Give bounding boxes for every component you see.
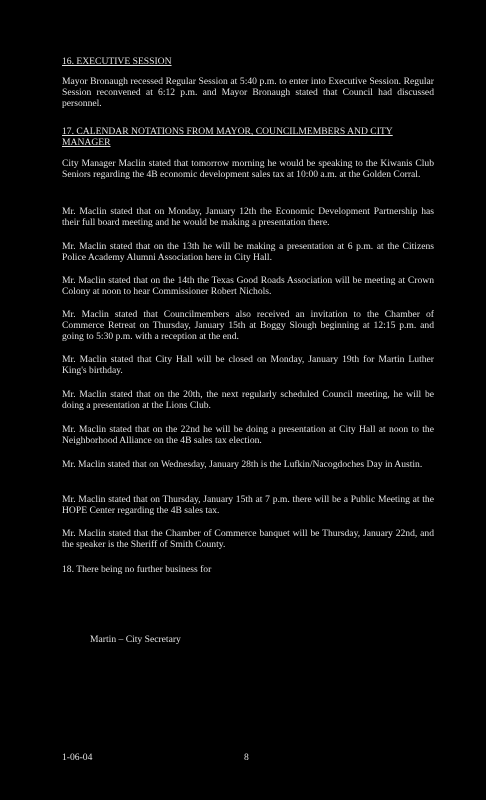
- calendar-paragraph: Mr. Maclin stated that the Chamber of Commerce banquet will be Thursday, January 22nd, and the speaker is the Sheriff of Smith County.: [62, 528, 434, 550]
- calendar-paragraph: Mr. Maclin stated that Councilmembers also received an invitation to the Chamber of Commerce Retreat on Thursday, January 15th at Boggy Slough beginning at 12:15 p.m. and going to 5:30 p.m. with a reception at the end.: [62, 309, 434, 342]
- calendar-paragraph: Mr. Maclin stated that City Hall will be closed on Monday, January 19th for Martin Luther King's birthday.: [62, 354, 434, 376]
- section-16-body: Mayor Bronaugh recessed Regular Session at 5:40 p.m. to enter into Executive Session. Regular Session reconvened at 6:12 p.m. and Mayor Bronaugh stated that Council had discussed personnel.: [62, 76, 434, 109]
- calendar-paragraph: Mr. Maclin stated that on the 14th the Texas Good Roads Association will be meeting at Crown Colony at noon to hear Commissioner Robert Nichols.: [62, 275, 434, 297]
- calendar-paragraph: Mr. Maclin stated that on Wednesday, January 28th is the Lufkin/Nacogdoches Day in Austin.: [62, 459, 423, 470]
- section-18-text: 18. There being no further business for: [62, 564, 212, 575]
- footer-page-number: 8: [244, 752, 249, 763]
- calendar-paragraph: Mr. Maclin stated that on the 13th he will be making a presentation at 6 p.m. at the Citizens Police Academy Alumni Association here in City Hall.: [62, 241, 434, 263]
- footer-date: 1-06-04: [62, 752, 93, 763]
- calendar-paragraph: Mr. Maclin stated that on the 20th, the next regularly scheduled Council meeting, he will be doing a presentation at the Lions Club.: [62, 389, 434, 411]
- calendar-paragraph: Mr. Maclin stated that on Monday, January 12th the Economic Development Partnership has their full board meeting and he would be making a presentation there.: [62, 206, 434, 228]
- section-17-heading: 17. CALENDAR NOTATIONS FROM MAYOR, COUNCILMEMBERS AND CITY MANAGER: [62, 126, 393, 148]
- calendar-paragraph: Mr. Maclin stated that on the 22nd he will be doing a presentation at City Hall at noon to the Neighborhood Alliance on the 4B sales tax election.: [62, 424, 434, 446]
- calendar-paragraph: Mr. Maclin stated that on Thursday, January 15th at 7 p.m. there will be a Public Meeting at the HOPE Center regarding the 4B sales tax.: [62, 494, 434, 516]
- signature-line: Martin – City Secretary: [90, 634, 181, 645]
- section-16-heading: 16. EXECUTIVE SESSION: [62, 56, 172, 67]
- calendar-paragraph: City Manager Maclin stated that tomorrow morning he would be speaking to the Kiwanis Club Seniors regarding the 4B economic development sales tax at 10:00 a.m. at the Golden Corral.: [62, 158, 434, 180]
